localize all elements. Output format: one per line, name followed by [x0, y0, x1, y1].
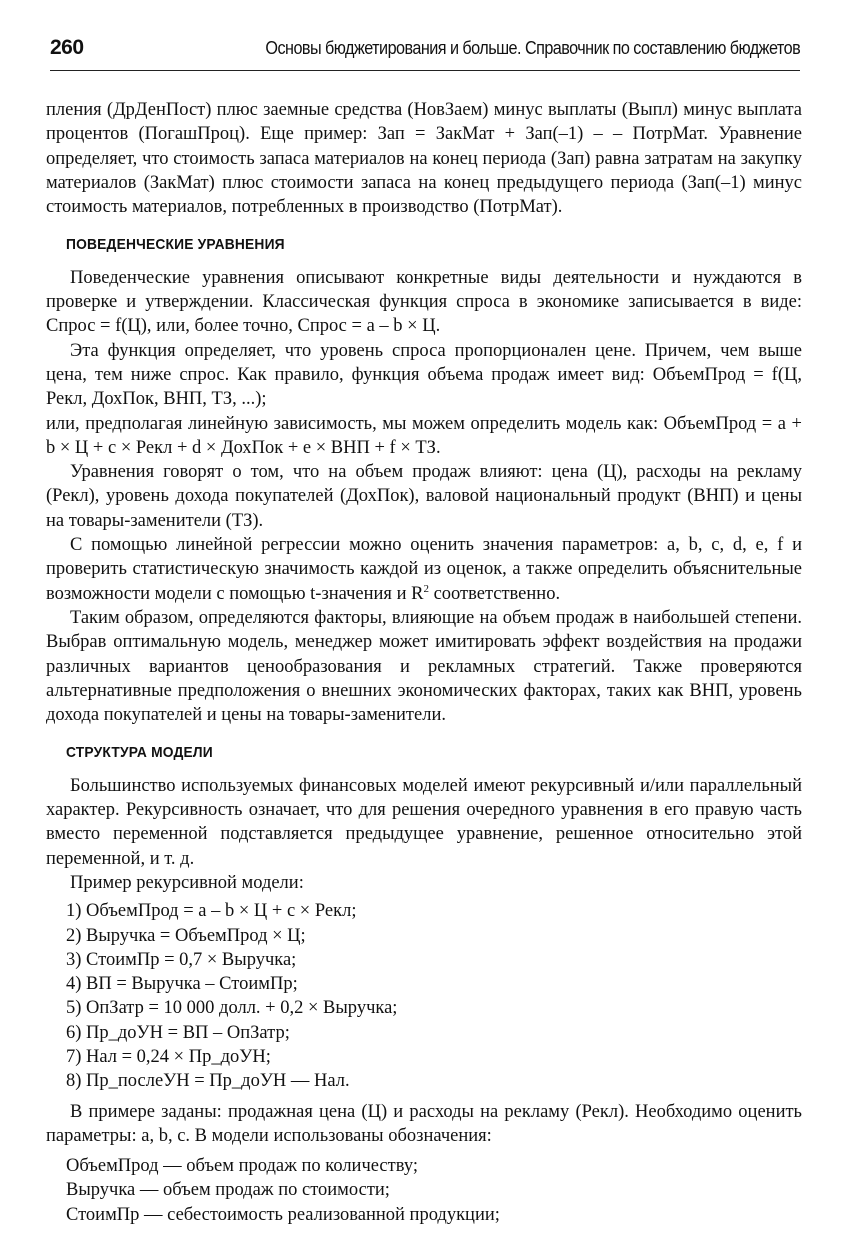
equation-item: 8) Пр_послеУН = Пр_доУН — Нал.: [66, 1071, 350, 1092]
paragraph: Поведенческие уравнения описывают конкретные виды деятельности и нуждаются в проверке и утверждении. Классическая функция спроса в экономике записывается в виде: Спрос = f(Ц), или, более точно, Спрос = a – b × Ц.: [46, 267, 802, 337]
paragraph: Эта функция определяет, что уровень спроса пропорционален цене. Причем, чем выше цена, тем ниже спрос. Как правило, функция объема продаж имеет вид: ОбъемПрод = f(Ц, Рекл, ДохПок, ВНП, ТЗ, ...);: [46, 340, 802, 410]
equation-item: 2) Выручка = ОбъемПрод × Ц;: [66, 925, 306, 946]
example-intro: Пример рекурсивной модели:: [70, 872, 304, 893]
equation-item: 4) ВП = Выручка – СтоимПр;: [66, 974, 298, 995]
equation-item: 7) Нал = 0,24 × Пр_доУН;: [66, 1046, 271, 1067]
paragraph: Таким образом, определяются факторы, влияющие на объем продаж в наибольшей степени. Выбрав оптимальную модель, менеджер может имитировать эффект воздействия на продажи различных вариантов ценообразования и рекламных стратегий. Также проверяются альтернативные предположения о внешних экономических факторах, таких как ВНП, уровень дохода покупателей и цены на товары-заменители.: [46, 607, 802, 726]
paragraph: Уравнения говорят о том, что на объем продаж влияют: цена (Ц), расходы на рекламу (Рекл), уровень дохода покупателей (ДохПок), валовой национальный продукт (ВНП) и цены на товары-заменители (ТЗ).: [46, 462, 802, 531]
page-header: [50, 36, 800, 71]
definition-item: ОбъемПрод — объем продаж по количеству;: [66, 1156, 418, 1177]
page-body: [46, 98, 802, 1227]
paragraph: В примере заданы: продажная цена (Ц) и расходы на рекламу (Рекл). Необходимо оценить параметры: a, b, c. В модели использованы обозначения:: [46, 1101, 802, 1146]
running-title: Основы бюджетирования и больше. Справочник по составлению бюджетов: [265, 38, 800, 58]
equation-item: 3) СтоимПр = 0,7 × Выручка;: [66, 949, 297, 970]
superscript: 2: [423, 582, 429, 595]
equation-list: [46, 899, 802, 1093]
definition-list: [46, 1154, 802, 1227]
text-span: соответственно.: [428, 583, 561, 604]
intro-paragraph: пления (ДрДенПост) плюс заемные средства (НовЗаем) минус выплаты (Выпл) минус выплата процентов (ПогашПроц). Еще пример: Зап = ЗакМат + Зап(–1) – – ПотрМат. Уравнение определяет, что стоимость запаса материалов на конец периода (Зап) равна затратам на закупку материалов (ЗакМат) плюс стоимости запаса на конец предыдущего периода (Зап(–1) минус стоимость материалов, потребленных в производство (ПотрМат).: [46, 100, 802, 218]
section-heading-model-structure: СТРУКТУРА МОДЕЛИ: [66, 744, 213, 762]
definition-item: Выручка — объем продаж по стоимости;: [66, 1180, 390, 1201]
equation-item: 5) ОпЗатр = 10 000 долл. + 0,2 × Выручка;: [66, 998, 398, 1019]
equation-item: 1) ОбъемПрод = a – b × Ц + c × Рекл;: [66, 901, 357, 922]
definition-item: СтоимПр — себестоимость реализованной продукции;: [66, 1204, 500, 1225]
text-span: С помощью линейной регрессии можно оценить значения параметров: a, b, c, d, e, f и проверить статистическую значимость каждой из оценок, а также определить объяснительные возможности модели с помощью t-значения и R: [46, 535, 802, 604]
paragraph: или, предполагая линейную зависимость, мы можем определить модель как: ОбъемПрод = a + b × Ц + c × Рекл + d × ДохПок + e × ВНП + f × ТЗ.: [46, 413, 802, 458]
paragraph: Большинство используемых финансовых моделей имеют рекурсивный и/или параллельный характер. Рекурсивность означает, что для решения очередного уравнения в его правую часть вместо переменной подставляется предыдущее уравнение, решенное относительно этой переменной, и т. д.: [46, 775, 802, 869]
paragraph-regression: [46, 533, 802, 606]
page-number: 260: [50, 36, 84, 59]
section-heading-behavioral-equations: ПОВЕДЕНЧЕСКИЕ УРАВНЕНИЯ: [66, 236, 285, 254]
equation-item: 6) Пр_доУН = ВП – ОпЗатр;: [66, 1022, 290, 1043]
